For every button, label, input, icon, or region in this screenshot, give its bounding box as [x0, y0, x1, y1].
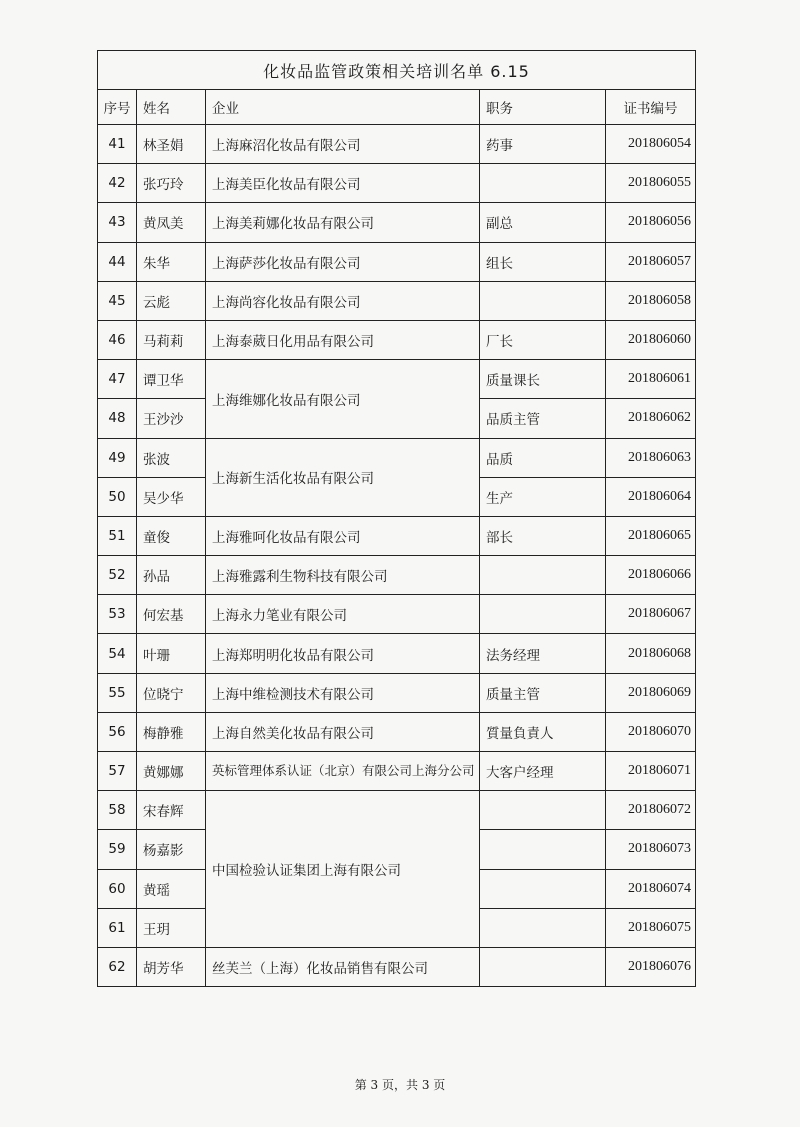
row-name: 孙品 — [137, 556, 206, 595]
row-company: 上海永力笔业有限公司 — [206, 595, 480, 634]
row-name: 杨嘉影 — [137, 830, 206, 869]
row-cert: 201806061 — [606, 360, 696, 399]
row-company: 上海自然美化妆品有限公司 — [206, 712, 480, 751]
row-name: 王玥 — [137, 908, 206, 947]
row-cert: 201806065 — [606, 516, 696, 555]
row-name: 云彪 — [137, 281, 206, 320]
table-row — [98, 203, 696, 242]
table-row — [98, 242, 696, 281]
table-row — [98, 791, 696, 830]
row-cert: 201806064 — [606, 477, 696, 516]
row-name: 黄娜娜 — [137, 752, 206, 791]
row-duty: 药事 — [480, 125, 606, 164]
header-row — [98, 90, 696, 125]
table-row — [98, 595, 696, 634]
row-name: 胡芳华 — [137, 947, 206, 986]
row-duty — [480, 947, 606, 986]
row-name: 张巧玲 — [137, 164, 206, 203]
row-duty: 品质 — [480, 438, 606, 477]
row-name: 位晓宁 — [137, 673, 206, 712]
row-duty: 大客户经理 — [480, 752, 606, 791]
row-no: 42 — [98, 164, 137, 203]
row-company: 丝芙兰（上海）化妆品销售有限公司 — [206, 947, 480, 986]
row-company: 英标管理体系认证（北京）有限公司上海分公司 — [206, 752, 480, 791]
row-name: 梅静雅 — [137, 712, 206, 751]
row-no: 49 — [98, 438, 137, 477]
header-cert: 证书编号 — [606, 90, 696, 125]
row-cert: 201806055 — [606, 164, 696, 203]
table-row — [98, 438, 696, 477]
row-company: 上海雅露利生物科技有限公司 — [206, 556, 480, 595]
row-cert: 201806076 — [606, 947, 696, 986]
row-no: 62 — [98, 947, 137, 986]
row-company: 上海麻沼化妆品有限公司 — [206, 125, 480, 164]
row-cert: 201806060 — [606, 320, 696, 359]
row-no: 57 — [98, 752, 137, 791]
row-name: 黄瑶 — [137, 869, 206, 908]
row-name: 黄凤美 — [137, 203, 206, 242]
row-duty — [480, 869, 606, 908]
row-cert: 201806063 — [606, 438, 696, 477]
row-duty — [480, 164, 606, 203]
row-no: 54 — [98, 634, 137, 673]
table-row — [98, 634, 696, 673]
row-company: 上海郑明明化妆品有限公司 — [206, 634, 480, 673]
roster-sheet — [97, 50, 695, 987]
row-name: 叶珊 — [137, 634, 206, 673]
table-row — [98, 164, 696, 203]
row-no: 59 — [98, 830, 137, 869]
row-no: 52 — [98, 556, 137, 595]
row-cert: 201806058 — [606, 281, 696, 320]
row-name: 宋春辉 — [137, 791, 206, 830]
row-duty — [480, 281, 606, 320]
row-duty: 质量主管 — [480, 673, 606, 712]
row-no: 53 — [98, 595, 137, 634]
row-name: 朱华 — [137, 242, 206, 281]
header-no: 序号 — [98, 90, 137, 125]
row-name: 王沙沙 — [137, 399, 206, 438]
row-no: 61 — [98, 908, 137, 947]
row-name: 谭卫华 — [137, 360, 206, 399]
row-cert: 201806056 — [606, 203, 696, 242]
table-row — [98, 947, 696, 986]
row-cert: 201806070 — [606, 712, 696, 751]
row-no: 48 — [98, 399, 137, 438]
row-name: 童俊 — [137, 516, 206, 555]
table-row — [98, 673, 696, 712]
table-row — [98, 360, 696, 399]
row-duty: 生产 — [480, 477, 606, 516]
row-company: 上海美臣化妆品有限公司 — [206, 164, 480, 203]
row-cert: 201806066 — [606, 556, 696, 595]
row-cert: 201806068 — [606, 634, 696, 673]
row-company: 上海泰葳日化用品有限公司 — [206, 320, 480, 359]
page-title: 化妆品监管政策相关培训名单 6.15 — [98, 51, 696, 90]
row-cert: 201806074 — [606, 869, 696, 908]
row-company: 上海尚容化妆品有限公司 — [206, 281, 480, 320]
row-duty: 组长 — [480, 242, 606, 281]
row-cert: 201806073 — [606, 830, 696, 869]
row-cert: 201806072 — [606, 791, 696, 830]
row-company: 上海萨莎化妆品有限公司 — [206, 242, 480, 281]
row-name: 林圣娟 — [137, 125, 206, 164]
row-duty: 質量負責人 — [480, 712, 606, 751]
row-duty: 副总 — [480, 203, 606, 242]
table-row — [98, 516, 696, 555]
table-row — [98, 320, 696, 359]
row-company: 中国检验认证集团上海有限公司 — [206, 791, 480, 948]
row-name: 张波 — [137, 438, 206, 477]
table-row — [98, 752, 696, 791]
row-duty — [480, 791, 606, 830]
row-no: 41 — [98, 125, 137, 164]
row-no: 47 — [98, 360, 137, 399]
row-name: 马莉莉 — [137, 320, 206, 359]
row-no: 58 — [98, 791, 137, 830]
row-company: 上海维娜化妆品有限公司 — [206, 360, 480, 438]
row-company: 上海美莉娜化妆品有限公司 — [206, 203, 480, 242]
row-duty — [480, 556, 606, 595]
row-no: 60 — [98, 869, 137, 908]
row-no: 56 — [98, 712, 137, 751]
row-company: 上海新生活化妆品有限公司 — [206, 438, 480, 516]
roster-table — [97, 50, 696, 987]
row-no: 43 — [98, 203, 137, 242]
row-no: 44 — [98, 242, 137, 281]
row-company: 上海中维检测技术有限公司 — [206, 673, 480, 712]
row-name: 吴少华 — [137, 477, 206, 516]
header-company: 企业 — [206, 90, 480, 125]
row-cert: 201806075 — [606, 908, 696, 947]
row-company: 上海雅呵化妆品有限公司 — [206, 516, 480, 555]
table-row — [98, 556, 696, 595]
row-duty — [480, 830, 606, 869]
row-cert: 201806057 — [606, 242, 696, 281]
row-duty: 部长 — [480, 516, 606, 555]
row-cert: 201806067 — [606, 595, 696, 634]
row-cert: 201806054 — [606, 125, 696, 164]
row-no: 45 — [98, 281, 137, 320]
row-duty: 质量课长 — [480, 360, 606, 399]
row-duty — [480, 595, 606, 634]
row-cert: 201806071 — [606, 752, 696, 791]
table-row — [98, 125, 696, 164]
header-name: 姓名 — [137, 90, 206, 125]
page-footer: 第 3 页，共 3 页 — [354, 1078, 446, 1092]
row-duty: 厂长 — [480, 320, 606, 359]
row-duty — [480, 908, 606, 947]
row-duty: 法务经理 — [480, 634, 606, 673]
header-duty: 职务 — [480, 90, 606, 125]
row-no: 55 — [98, 673, 137, 712]
row-cert: 201806069 — [606, 673, 696, 712]
row-duty: 品质主管 — [480, 399, 606, 438]
table-row — [98, 281, 696, 320]
row-no: 50 — [98, 477, 137, 516]
row-cert: 201806062 — [606, 399, 696, 438]
table-row — [98, 712, 696, 751]
row-name: 何宏基 — [137, 595, 206, 634]
row-no: 46 — [98, 320, 137, 359]
row-no: 51 — [98, 516, 137, 555]
